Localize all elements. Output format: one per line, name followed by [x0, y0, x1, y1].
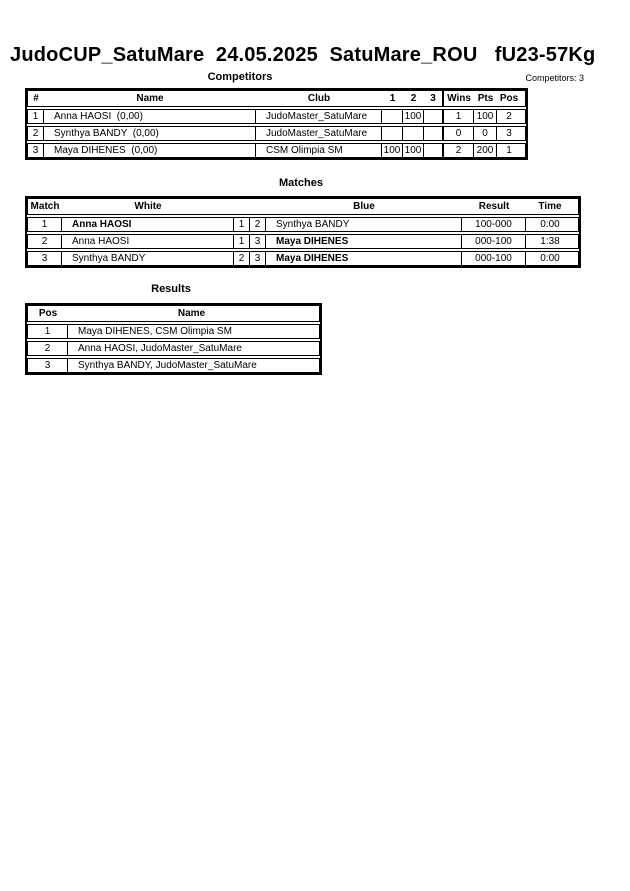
blue-competitor-name: Maya DIHENES [266, 252, 462, 265]
result-row [27, 358, 320, 373]
results-section-title: Results [151, 283, 191, 295]
match-row [27, 234, 579, 249]
competitor-row [27, 126, 526, 141]
competitor-position: 2 [506, 111, 512, 122]
match-number: 3 [28, 252, 62, 265]
results-table [25, 303, 322, 375]
competitors-table [25, 88, 528, 160]
round3-score [424, 144, 444, 157]
col-header-club: Club [307, 93, 331, 104]
competitor-wins: 0 [444, 127, 474, 140]
blue-competitor-number: 2 [250, 218, 266, 231]
col-header-number: # [33, 93, 39, 104]
competitors-count: Competitors: 3 [525, 73, 584, 83]
white-competitor-number: 1 [234, 235, 250, 248]
match-time: 0:00 [540, 253, 560, 264]
competitor-number: 3 [28, 144, 44, 157]
col-header-name: Name [177, 308, 206, 319]
round1-score [382, 110, 403, 123]
round2-score: 100 [403, 144, 424, 157]
result-position: 3 [28, 359, 68, 372]
competitor-position: 1 [506, 145, 512, 156]
round3-score [424, 127, 444, 140]
competitor-points: 0 [474, 127, 497, 140]
competitor-club: JudoMaster_SatuMare [256, 110, 382, 123]
competitor-name: Synthya BANDY (0,00) [44, 127, 256, 140]
blue-competitor-name: Synthya BANDY [266, 218, 462, 231]
matches-table [25, 196, 581, 268]
white-competitor-name: Anna HAOSI [62, 218, 234, 231]
white-competitor-name: Synthya BANDY [62, 252, 234, 265]
result-row [27, 341, 320, 356]
competitor-points: 200 [474, 144, 497, 157]
match-time: 0:00 [540, 219, 560, 230]
competitor-row [27, 143, 526, 158]
col-header-round1: 1 [389, 93, 396, 104]
matches-section-title: Matches [278, 177, 324, 189]
match-row [27, 217, 579, 232]
match-result: 000-100 [462, 235, 526, 248]
white-competitor-name: Anna HAOSI [62, 235, 234, 248]
competitors-header-row [27, 90, 526, 107]
match-time: 1:38 [540, 236, 560, 247]
blue-competitor-number: 3 [250, 252, 266, 265]
col-header-position: Pos [499, 93, 519, 104]
col-header-white-number [234, 199, 250, 214]
col-header-position: Pos [38, 308, 58, 319]
col-header-white: White [134, 201, 162, 212]
result-name: Maya DIHENES, CSM Olimpia SM [78, 326, 232, 337]
result-position: 1 [28, 325, 68, 338]
competitor-position: 3 [506, 128, 512, 139]
col-header-result: Result [478, 201, 510, 212]
round1-score [382, 127, 403, 140]
competitor-club: CSM Olimpia SM [256, 144, 382, 157]
match-number: 2 [28, 235, 62, 248]
round1-score: 100 [382, 144, 403, 157]
white-competitor-number: 2 [234, 252, 250, 265]
results-header-row [27, 305, 320, 322]
round3-score [424, 110, 444, 123]
competitor-wins: 1 [444, 110, 474, 123]
matches-header-row [27, 198, 579, 215]
col-header-wins: Wins [447, 93, 471, 104]
col-header-time: Time [538, 201, 562, 212]
col-header-blue: Blue [353, 201, 375, 212]
col-header-round3: 3 [424, 91, 444, 106]
competitor-name: Maya DIHENES (0,00) [44, 144, 256, 157]
col-header-match: Match [30, 201, 60, 212]
competitor-number: 2 [28, 127, 44, 140]
blue-competitor-number: 3 [250, 235, 266, 248]
match-row [27, 251, 579, 266]
competitor-club: JudoMaster_SatuMare [256, 127, 382, 140]
white-competitor-number: 1 [234, 218, 250, 231]
competitor-points: 100 [474, 110, 497, 123]
competitor-row [27, 109, 526, 124]
result-name: Anna HAOSI, JudoMaster_SatuMare [78, 343, 242, 354]
match-result: 000-100 [462, 252, 526, 265]
col-header-points: Pts [477, 93, 494, 104]
competitor-number: 1 [28, 110, 44, 123]
result-position: 2 [28, 342, 68, 355]
col-header-round2: 2 [410, 93, 417, 104]
blue-competitor-name: Maya DIHENES [266, 235, 462, 248]
competitor-wins: 2 [444, 144, 474, 157]
col-header-name: Name [136, 93, 164, 104]
result-name: Synthya BANDY, JudoMaster_SatuMare [78, 360, 257, 371]
round2-score: 100 [403, 110, 424, 123]
col-header-blue-number [250, 199, 266, 214]
round2-score [403, 127, 424, 140]
match-result: 100-000 [462, 218, 526, 231]
competitor-name: Anna HAOSI (0,00) [44, 110, 256, 123]
match-number: 1 [28, 218, 62, 231]
result-row [27, 324, 320, 339]
competitors-section-title: Competitors [207, 71, 273, 83]
page-title: JudoCUP_SatuMare 24.05.2025 SatuMare_ROU fU23-57Kg [10, 44, 596, 66]
